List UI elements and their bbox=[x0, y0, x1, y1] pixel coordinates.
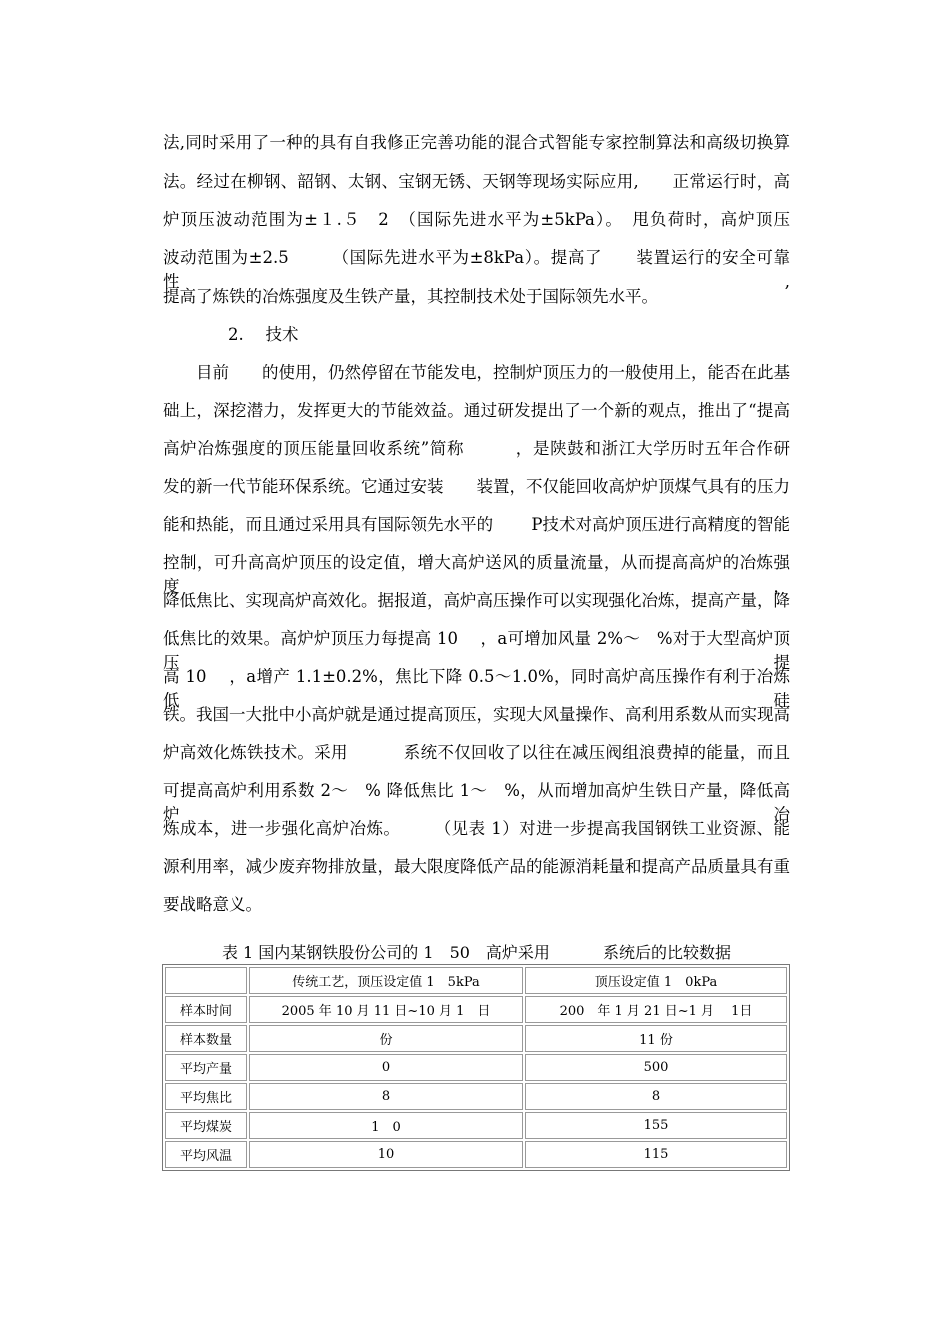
comparison-table bbox=[162, 964, 790, 1171]
paragraph-line: 控制，可升高高炉顶压的设定值，增大高炉送风的质量流量，从而提高高炉的冶炼强度， bbox=[163, 553, 790, 596]
table-cell: 155 bbox=[525, 1112, 787, 1139]
paragraph-line: 能和热能，而且通过采用具有国际领先水平的 P技术对高炉顶压进行高精度的智能 bbox=[163, 515, 790, 534]
row-label: 样本时间 bbox=[165, 996, 247, 1023]
row-label: 平均焦比 bbox=[165, 1083, 247, 1110]
table-row bbox=[165, 996, 787, 1023]
table-header-cell: 传统工艺，顶压设定值 1 5kPa bbox=[249, 967, 523, 994]
paragraph-line: 提高了炼铁的冶炼强度及生铁产量，其控制技术处于国际领先水平。 bbox=[163, 287, 658, 306]
row-label: 平均风温 bbox=[165, 1141, 247, 1168]
row-label: 平均产量 bbox=[165, 1054, 247, 1081]
paragraph-line: 法。经过在柳钢、韶钢、太钢、宝钢无锈、天钢等现场实际应用, 正常运行时，高 bbox=[163, 172, 790, 191]
paragraph-line: 源利用率，减少废弃物排放量，最大限度降低产品的能源消耗量和提高产品质量具有重 bbox=[163, 857, 790, 876]
table-row bbox=[165, 1054, 787, 1081]
paragraph-line: 低焦比的效果。高炉炉顶压力每提高 10 ，a可增加风量 2%～ %对于大型高炉顶压提 bbox=[163, 629, 790, 672]
table-row bbox=[165, 1025, 787, 1052]
paragraph-line: 高炉冶炼强度的顶压能量回收系统”简称 ，是陕鼓和浙江大学历时五年合作研 bbox=[163, 439, 790, 458]
table-cell: 8 bbox=[249, 1083, 523, 1110]
table-cell: 0 bbox=[249, 1054, 523, 1081]
table-cell: 200 年 1 月 21 日~1 月 1日 bbox=[525, 996, 787, 1023]
table-cell: 11 份 bbox=[525, 1025, 787, 1052]
paragraph-line: 炉高效化炼铁技术。采用 系统不仅回收了以往在减压阀组浪费掉的能量，而且 bbox=[163, 743, 790, 762]
paragraph-line: 可提高高炉利用系数 2～ % 降低焦比 1～ %，从而增加高炉生铁日产量，降低高炉冶 bbox=[163, 781, 790, 824]
table-cell: 500 bbox=[525, 1054, 787, 1081]
paragraph-line: 波动范围为±2.5 （国际先进水平为±8kPa）。提高了 装置运行的安全可靠性, bbox=[163, 248, 790, 291]
paragraph-line: 要战略意义。 bbox=[163, 895, 262, 914]
paragraph-line: 铁。我国一大批中小高炉就是通过提高顶压，实现大风量操作、高利用系数从而实现高 bbox=[163, 705, 790, 724]
table-row bbox=[165, 1141, 787, 1168]
table-cell: 8 bbox=[525, 1083, 787, 1110]
table-cell: 份 bbox=[249, 1025, 523, 1052]
table-cell: 10 bbox=[249, 1141, 523, 1168]
table-caption: 表 1 国内某钢铁股份公司的 1 50 高炉采用 系统后的比较数据 bbox=[221, 943, 732, 962]
table-row bbox=[165, 1083, 787, 1110]
row-label: 平均煤炭 bbox=[165, 1112, 247, 1139]
table-header-cell bbox=[165, 967, 247, 994]
section-heading: 2. 技术 bbox=[228, 325, 299, 344]
table-row bbox=[165, 1112, 787, 1139]
table-cell: 1 0 bbox=[249, 1112, 523, 1139]
paragraph-line: 炼成本，进一步强化高炉冶炼。 （见表 1）对进一步提高我国钢铁工业资源、能 bbox=[163, 819, 790, 838]
paragraph-line: 降低焦比、实现高炉高效化。据报道，高炉高压操作可以实现强化冶炼，提高产量，降 bbox=[163, 591, 790, 610]
table-header-row bbox=[165, 967, 787, 994]
row-label: 样本数量 bbox=[165, 1025, 247, 1052]
paragraph-line: 法,同时采用了一种的具有自我修正完善功能的混合式智能专家控制算法和高级切换算 bbox=[163, 133, 790, 152]
paragraph-line: 发的新一代节能环保系统。它通过安装 装置，不仅能回收高炉炉顶煤气具有的压力 bbox=[163, 477, 790, 496]
table-header-cell: 顶压设定值 1 0kPa bbox=[525, 967, 787, 994]
paragraph-line: 目前 的使用，仍然停留在节能发电，控制炉顶压力的一般使用上，能否在此基 bbox=[196, 363, 790, 382]
table-cell: 2005 年 10 月 11 日~10 月 1 日 bbox=[249, 996, 523, 1023]
paragraph-line: 炉顶压波动范围为±１.５ 2 （国际先进水平为±5kPa）。 甩负荷时，高炉顶压 bbox=[163, 210, 790, 229]
table-cell: 115 bbox=[525, 1141, 787, 1168]
paragraph-line: 高 10 ，a增产 1.1±0.2%，焦比下降 0.5～1.0%，同时高炉高压操作有利于冶炼低硅 bbox=[163, 667, 790, 710]
paragraph-line: 础上，深挖潜力，发挥更大的节能效益。通过研发提出了一个新的观点，推出了“提高 bbox=[163, 401, 790, 420]
